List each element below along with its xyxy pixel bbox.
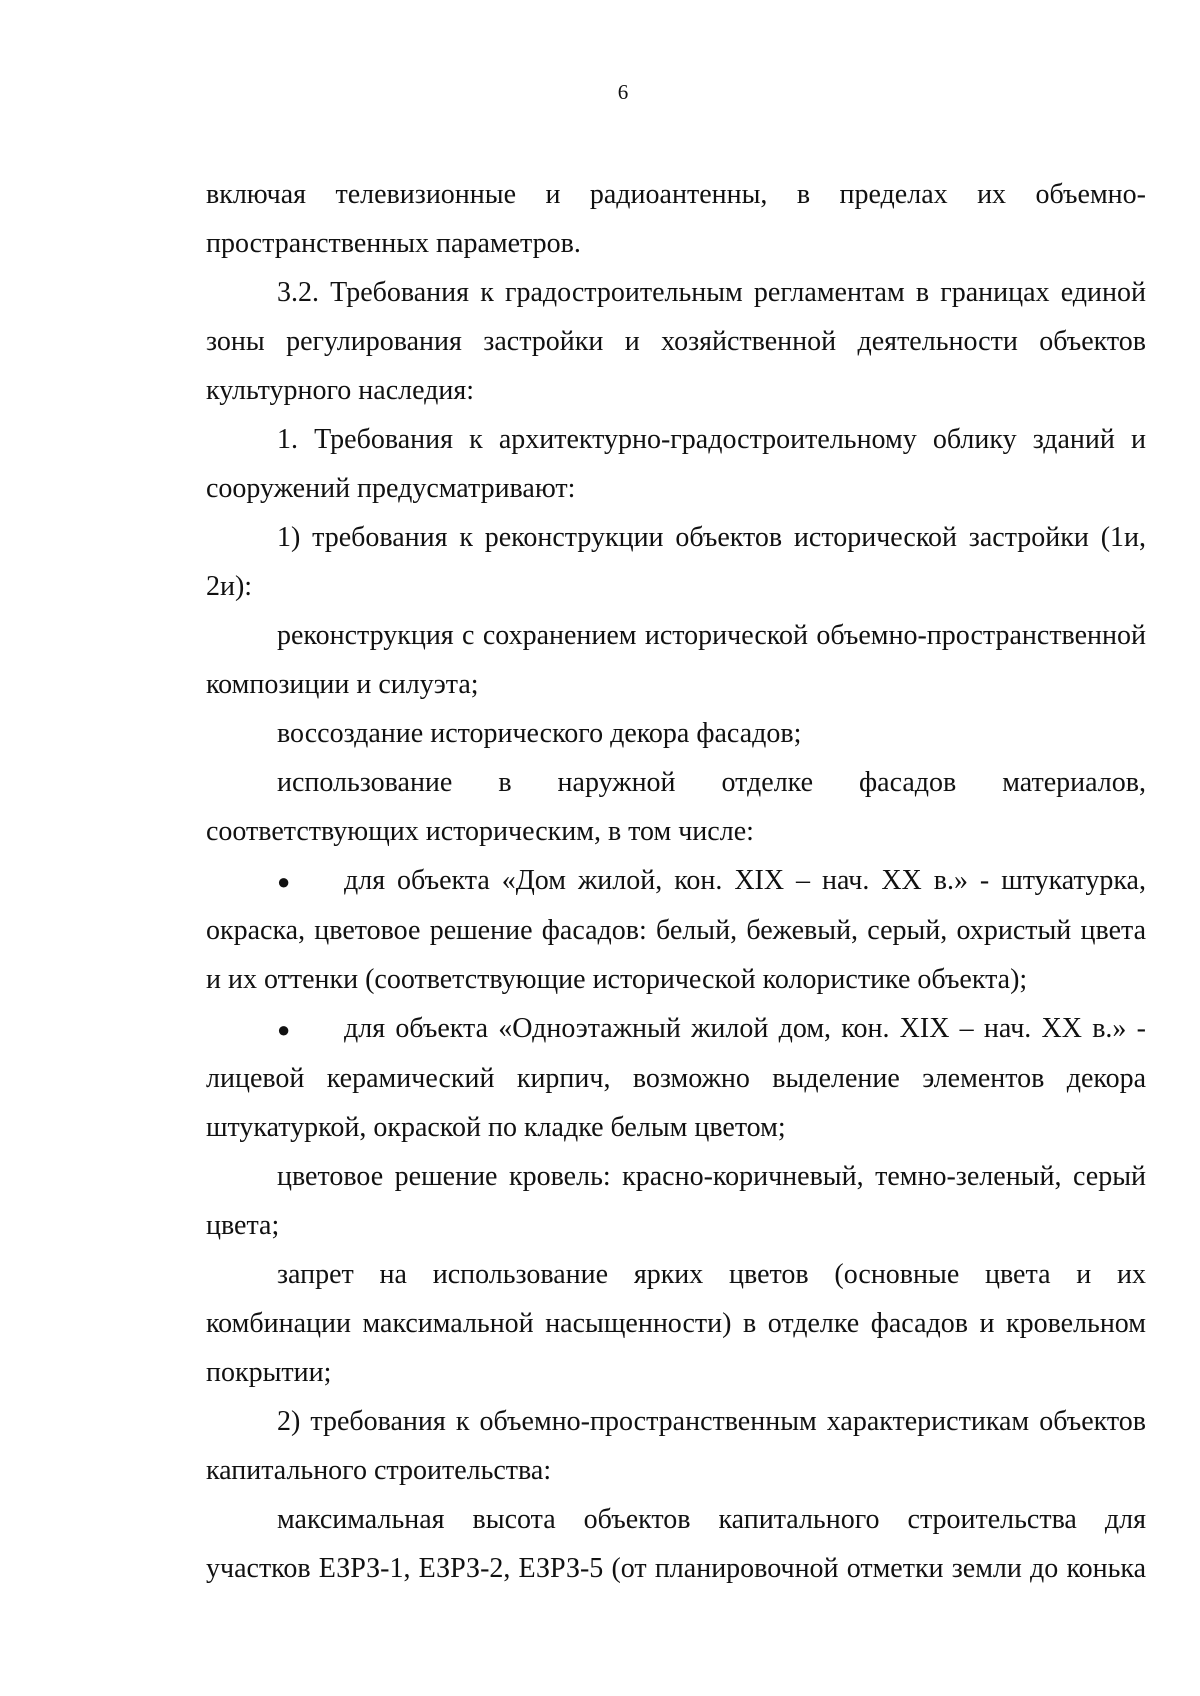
paragraph-roof-colors: цветовое решение кровель: красно-коричневый, темно-зеленый, серый цвета;	[206, 1161, 1146, 1241]
paragraph-max-height: максимальная высота объектов капитального строительства для участков ЕЗРЗ-1, ЕЗРЗ-2, ЕЗРЗ-5 (от планировочной отметки земли до конька	[206, 1504, 1146, 1584]
bullet-continuation: окраска, цветовое решение фасадов: белый, бежевый, серый, охристый цвета и их оттенки (соответствующие исторической колористике объекта);	[206, 915, 1146, 995]
paragraph-item-1: 1. Требования к архитектурно-градостроительному облику зданий и сооружений предусматривают:	[206, 424, 1146, 504]
paragraph-section-3-2: 3.2. Требования к градостроительным регламентам в границах единой зоны регулирования застройки и хозяйственной деятельности объектов культурного наследия:	[206, 277, 1146, 406]
paragraph-subitem-1: 1) требования к реконструкции объектов исторической застройки (1и, 2и):	[206, 522, 1146, 602]
bullet-icon: ●	[277, 869, 291, 894]
document-body	[206, 170, 1146, 1593]
paragraph-subitem-2: 2) требования к объемно-пространственным характеристикам объектов капитального строительства:	[206, 1406, 1146, 1486]
bullet-item-house-2	[206, 1004, 1146, 1054]
paragraph-reconstruction: реконструкция с сохранением исторической объемно-пространственной композиции и силуэта;	[206, 620, 1146, 700]
paragraph-decor: воссоздание исторического декора фасадов;	[277, 718, 802, 749]
bullet-first-line: для объекта «Дом жилой, кон. XIX – нач. XX в.» - штукатурка,	[344, 865, 1146, 896]
paragraph-materials: использование в наружной отделке фасадов материалов, соответствующих историческим, в том числе:	[206, 767, 1146, 847]
bullet-icon: ●	[277, 1017, 291, 1042]
paragraph-bright-colors-ban: запрет на использование ярких цветов (основные цвета и их комбинации максимальной насыщенности) в отделке фасадов и кровельном покрытии;	[206, 1259, 1146, 1388]
bullet-item-house-1	[206, 856, 1146, 906]
page-number: 6	[617, 80, 629, 104]
bullet-continuation: лицевой керамический кирпич, возможно выделение элементов декора штукатуркой, окраской по кладке белым цветом;	[206, 1063, 1146, 1143]
bullet-first-line: для объекта «Одноэтажный жилой дом, кон. XIX – нач. XX в.» -	[344, 1013, 1146, 1044]
paragraph-antennas: включая телевизионные и радиоантенны, в пределах их объемно-пространственных параметров.	[206, 179, 1146, 259]
